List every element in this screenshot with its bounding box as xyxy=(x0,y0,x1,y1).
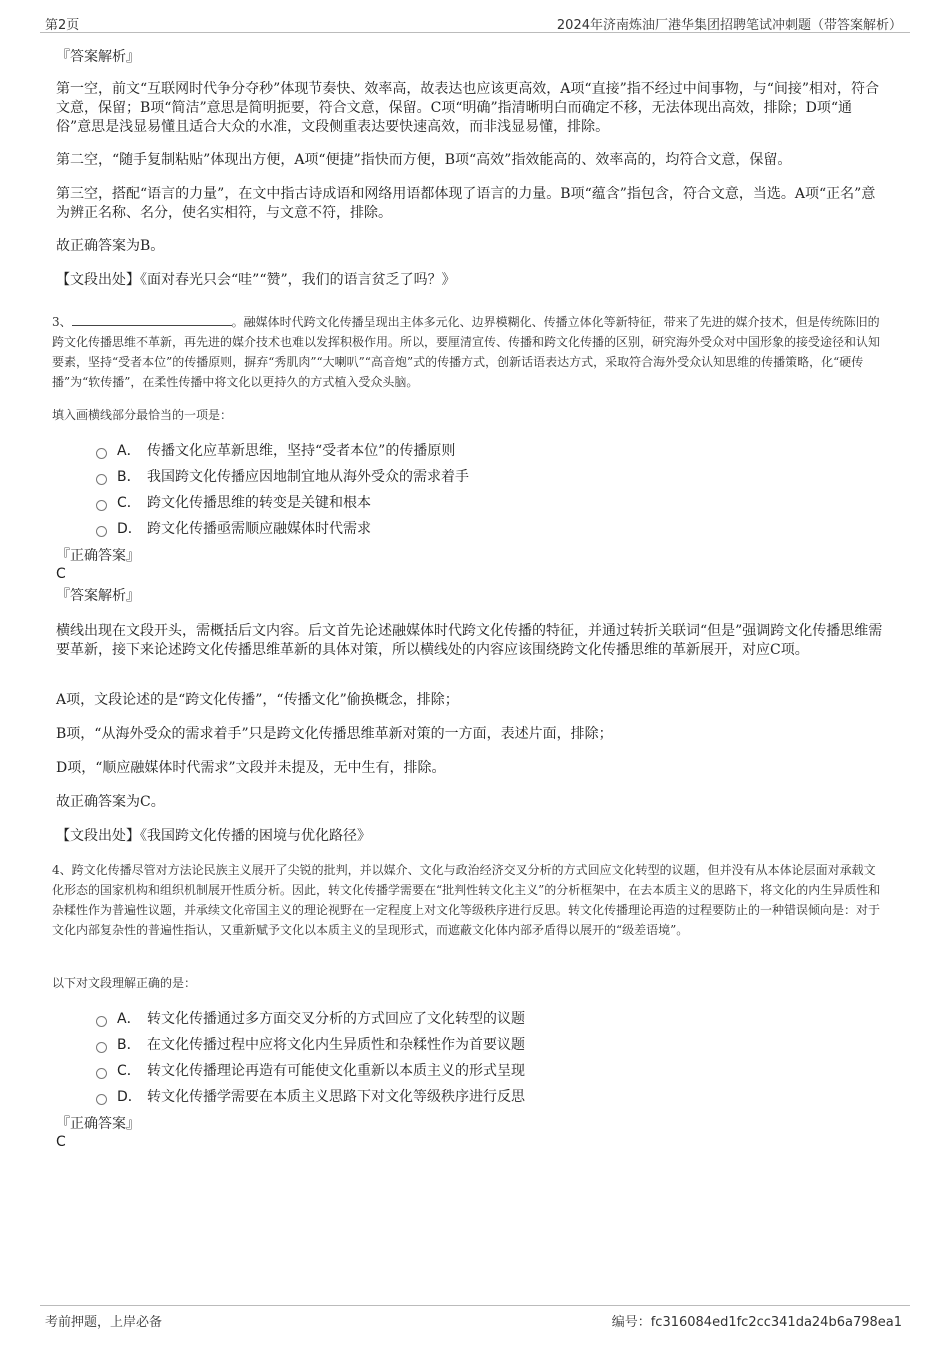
source-citation: 【文段出处】《面对春光只会“哇”“赞”，我们的语言贫乏了吗？》 xyxy=(56,272,456,288)
question-text: 。融媒体时代跨文化传播呈现出主体多元化、边界模糊化、传播立体化等新特征，带来了先进的媒介技术，但是传统陈旧的跨文化传播思维不革新，再先进的媒介技术也难以发挥积极作用。所以，要厘清宣传、传播和跨文化传播的区别，研究海外受众对中国形象的接受途径和认知要素，坚持“受者本位”的传播原则，摒弃“秀肌肉”“大喇叭”“高音炮”式的传播方式，创新话语表达方式，采取符合海外受众认知思维的传播策略，化“硬传播”为“软传播”，在柔性传播中将文化以更持久的方式植入受众头脑。 xyxy=(52,315,881,389)
radio-icon[interactable] xyxy=(96,474,107,485)
document-title: 2024年济南炼油厂港华集团招聘笔试冲刺题（带答案解析） xyxy=(556,18,902,33)
answer-label: 『正确答案』 xyxy=(56,1116,140,1132)
analysis-label: 『答案解析』 xyxy=(56,588,140,604)
option-b[interactable] xyxy=(96,467,469,487)
option-letter: C． xyxy=(117,1063,141,1079)
option-text: 转文化传播通过多方面交叉分析的方式回应了文化转型的议题 xyxy=(147,1011,525,1027)
option-a[interactable] xyxy=(96,1009,525,1029)
option-letter: B． xyxy=(117,1037,141,1053)
page-header xyxy=(40,12,910,33)
analysis-paragraph: B项，“从海外受众的需求着手”只是跨文化传播思维革新对策的一方面，表述片面，排除； xyxy=(56,726,613,742)
analysis-conclusion: 故正确答案为C。 xyxy=(56,794,165,810)
page-footer xyxy=(40,1305,910,1328)
analysis-paragraph: 第三空，搭配“语言的力量”，在文中指古诗成语和网络用语都体现了语言的力量。B项“蕴含”指包含，符合文意，当选。A项“正名”意为辨正名称、名分，使名实相符，与文意不符，排除。 xyxy=(56,186,876,221)
radio-icon[interactable] xyxy=(96,1094,107,1105)
fill-blank xyxy=(72,313,232,326)
analysis-conclusion: 故正确答案为B。 xyxy=(56,238,165,254)
option-text: 我国跨文化传播应因地制宜地从海外受众的需求着手 xyxy=(147,469,469,485)
option-c[interactable] xyxy=(96,1061,525,1081)
option-text: 转文化传播理论再造有可能使文化重新以本质主义的形式呈现 xyxy=(147,1063,525,1079)
correct-answer: C xyxy=(56,1134,66,1150)
question-stem xyxy=(52,312,882,392)
analysis-paragraph: 第一空，前文“互联网时代争分夺秒”体现节奏快、效率高，故表达也应该更高效，A项“直接”指不经过中间事物，与“间接”相对，符合文意，保留；B项“简洁”意思是简明扼要，符合文意，保留。C项“明确”指清晰明白而确定不移，无法体现出高效，排除；D项“通俗”意思是浅显易懂且适合大众的水准，文段侧重表达要快速高效，而非浅显易懂，排除。 xyxy=(56,81,880,135)
question-prompt: 填入画横线部分最恰当的一项是： xyxy=(52,408,233,422)
analysis-paragraph: 第二空，“随手复制粘贴”体现出方便，A项“便捷”指快而方便，B项“高效”指效能高的、效率高的，均符合文意，保留。 xyxy=(56,152,792,168)
option-b[interactable] xyxy=(96,1035,525,1055)
option-text: 在文化传播过程中应将文化内生异质性和杂糅性作为首要议题 xyxy=(147,1037,525,1053)
option-c[interactable] xyxy=(96,493,371,513)
answer-label: 『正确答案』 xyxy=(56,548,140,564)
radio-icon[interactable] xyxy=(96,526,107,537)
option-letter: C． xyxy=(117,495,141,511)
radio-icon[interactable] xyxy=(96,1068,107,1079)
footer-slogan: 考前押题，上岸必备 xyxy=(45,1315,163,1330)
analysis-paragraph: A项，文段论述的是“跨文化传播”，“传播文化”偷换概念，排除； xyxy=(56,692,459,708)
option-d[interactable] xyxy=(96,1087,525,1107)
option-d[interactable] xyxy=(96,519,371,539)
option-a[interactable] xyxy=(96,441,455,461)
analysis-label: 『答案解析』 xyxy=(56,49,140,65)
page-number: 第2页 xyxy=(45,18,80,33)
option-letter: D． xyxy=(117,521,142,537)
option-letter: D． xyxy=(117,1089,142,1105)
radio-icon[interactable] xyxy=(96,1016,107,1027)
question-number: 3、 xyxy=(52,315,72,329)
option-text: 跨文化传播亟需顺应融媒体时代需求 xyxy=(147,521,371,537)
correct-answer: C xyxy=(56,566,66,582)
option-letter: B． xyxy=(117,469,141,485)
document-id: 编号：fc316084ed1fc2cc341da24b6a798ea1 xyxy=(611,1315,902,1330)
analysis-paragraph: D项，“顺应融媒体时代需求”文段并未提及，无中生有，排除。 xyxy=(56,760,446,776)
radio-icon[interactable] xyxy=(96,448,107,459)
option-text: 跨文化传播思维的转变是关键和根本 xyxy=(147,495,371,511)
option-text: 传播文化应革新思维，坚持“受者本位”的传播原则 xyxy=(147,443,456,459)
analysis-paragraph: 横线出现在文段开头，需概括后文内容。后文首先论述融媒体时代跨文化传播的特征，并通过转折关联词“但是”强调跨文化传播思维需要革新，接下来论述跨文化传播思维革新的具体对策，所以横线处的内容应该围绕跨文化传播思维的革新展开，对应C项。 xyxy=(56,623,883,658)
source-citation: 【文段出处】《我国跨文化传播的困境与优化路径》 xyxy=(56,828,371,844)
question-prompt: 以下对文段理解正确的是： xyxy=(52,976,197,990)
radio-icon[interactable] xyxy=(96,1042,107,1053)
radio-icon[interactable] xyxy=(96,500,107,511)
question-stem: 4、跨文化传播尽管对方法论民族主义展开了尖锐的批判，并以媒介、文化与政治经济交叉分析的方式回应文化转型的议题，但并没有从本体论层面对承载文化形态的国家机构和组织机制展开性质分析。因此，转文化传播学需要在“批判性转文化主义”的分析框架中，在去本质主义的思路下，将文化的内生异质性和杂糅性作为普遍性议题，并承续文化帝国主义的理论视野在一定程度上对文化等级秩序进行反思。转文化传播理论再造的过程要防止的一种错误倾向是：对于文化内部复杂性的普遍性指认，又重新赋予文化以本质主义的呈现形式，而遮蔽文化体内部矛盾得以展开的“级差语境”。 xyxy=(52,863,881,937)
option-text: 转文化传播学需要在本质主义思路下对文化等级秩序进行反思 xyxy=(147,1089,525,1105)
option-letter: A． xyxy=(117,443,141,459)
option-letter: A． xyxy=(117,1011,141,1027)
